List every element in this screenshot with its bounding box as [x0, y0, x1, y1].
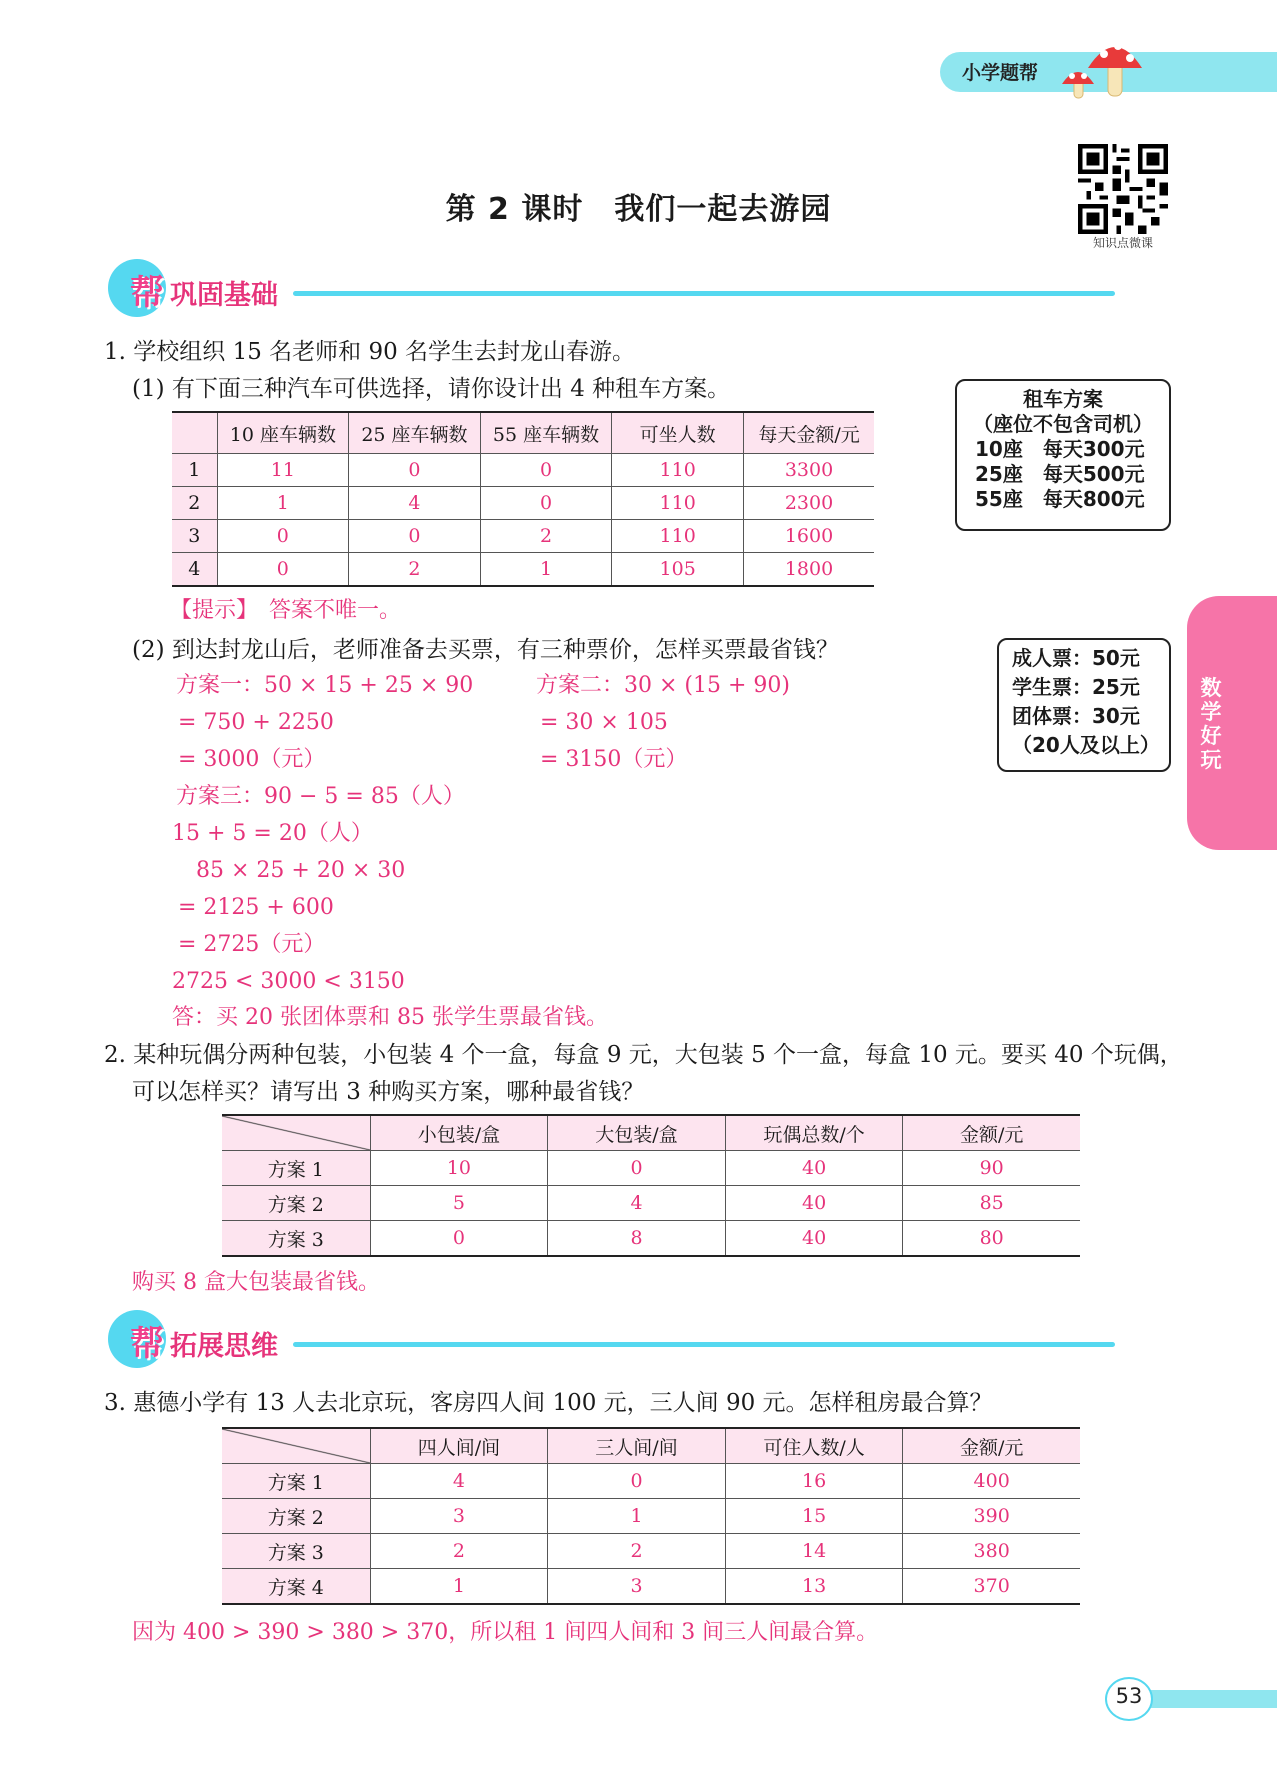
- row-index: 3: [172, 520, 217, 553]
- table-cell: 15: [725, 1499, 903, 1534]
- table-header-cell: 可住人数/人: [725, 1428, 903, 1464]
- table-cell: 1: [548, 1499, 726, 1534]
- table-cell: 40: [725, 1151, 903, 1186]
- table-cell: 3300: [744, 454, 874, 487]
- rent-box-title: 租车方案: [1023, 387, 1103, 411]
- page-title: 第 2 课时 我们一起去游园: [445, 192, 832, 227]
- table-cell: 2: [480, 520, 612, 553]
- q3-answer: 因为 400 > 390 > 380 > 370，所以租 1 间四人间和 3 间三人间最合算。: [132, 1620, 879, 1645]
- table-cell: 0: [217, 553, 349, 587]
- row-index: 2: [172, 487, 217, 520]
- table-header-cell: 大包装/盒: [548, 1115, 726, 1151]
- q1-part2: (2) 到达封龙山后，老师准备去买票，有三种票价，怎样买票最省钱？: [132, 637, 839, 663]
- rent-box-note: （座位不包含司机）: [973, 412, 1153, 436]
- row-label: 方案 3: [222, 1534, 370, 1569]
- section-title: 拓展思维: [170, 1331, 278, 1362]
- table-header-cell: 四人间/间: [370, 1428, 548, 1464]
- plan-b-line: = 30 × 105: [540, 710, 668, 735]
- table-cell: 0: [480, 487, 612, 520]
- q3-stem: 3. 惠德小学有 13 人去北京玩，客房四人间 100 元，三人间 90 元。怎样租房最合算？: [104, 1390, 993, 1416]
- table-cell: 0: [349, 520, 481, 553]
- table-cell: 0: [548, 1464, 726, 1499]
- table-cell: 90: [903, 1151, 1080, 1186]
- table-cell: 11: [217, 454, 349, 487]
- table-cell: 8: [548, 1221, 726, 1257]
- row-label: 方案 2: [222, 1186, 370, 1221]
- table-header-cell: 55 座车辆数: [480, 412, 612, 454]
- section-title: 巩固基础: [170, 280, 278, 311]
- q2-line1: 2. 某种玩偶分两种包装，小包装 4 个一盒，每盒 9 元，大包装 5 个一盒，每盒 10 元。要买 40 个玩偶，: [104, 1042, 1183, 1068]
- plan-c-line: 2725 < 3000 < 3150: [172, 969, 405, 994]
- table-cell: 10: [370, 1151, 548, 1186]
- row-label: 方案 4: [222, 1569, 370, 1605]
- ticket-box-line: 团体票：30元: [1012, 704, 1140, 728]
- row-label: 方案 1: [222, 1151, 370, 1186]
- ticket-box-line: （20人及以上）: [1012, 733, 1160, 757]
- table-cell: 110: [612, 454, 744, 487]
- table-row: [222, 1186, 1080, 1221]
- table-corner-cell: [222, 1428, 370, 1464]
- row-index: 1: [172, 454, 217, 487]
- rent-box-line: 25座 每天500元: [975, 462, 1145, 486]
- table-cell: 4: [370, 1464, 548, 1499]
- table-header-cell: 玩偶总数/个: [725, 1115, 903, 1151]
- q1-part1: (1) 有下面三种汽车可供选择，请你设计出 4 种租车方案。: [132, 376, 731, 402]
- plan-c-line: = 2125 + 600: [178, 895, 334, 920]
- q1-rent-table: [172, 411, 874, 587]
- table-row: [172, 553, 874, 587]
- table-cell: 40: [725, 1186, 903, 1221]
- section-divider: [293, 1342, 1115, 1347]
- table-cell: 2: [548, 1534, 726, 1569]
- table-cell: 1: [217, 487, 349, 520]
- table-cell: 13: [725, 1569, 903, 1605]
- side-tab-label: 数学好玩: [1200, 676, 1222, 772]
- table-cell: 3: [548, 1569, 726, 1605]
- table-row: [222, 1151, 1080, 1186]
- table-cell: 1: [370, 1569, 548, 1605]
- ticket-box-line: 学生票：25元: [1012, 675, 1140, 699]
- plan-c-line: 15 + 5 = 20（人）: [172, 821, 373, 846]
- table-cell: 1600: [744, 520, 874, 553]
- row-index: 4: [172, 553, 217, 587]
- table-row: [222, 1569, 1080, 1605]
- table-row: [222, 1464, 1080, 1499]
- table-header-row: [172, 412, 874, 454]
- table-cell: 0: [349, 454, 481, 487]
- section-heading-extend: [108, 1310, 1118, 1370]
- table-cell: 0: [480, 454, 612, 487]
- ticket-info-box: [997, 638, 1171, 772]
- table-cell: 14: [725, 1534, 903, 1569]
- table-header-cell: 可坐人数: [612, 412, 744, 454]
- section-divider: [293, 291, 1115, 296]
- row-label: 方案 3: [222, 1221, 370, 1257]
- rent-box-line: 10座 每天300元: [975, 437, 1145, 461]
- table-row: [222, 1221, 1080, 1257]
- rent-box-line: 55座 每天800元: [975, 487, 1145, 511]
- qr-code-icon: [1078, 144, 1168, 234]
- table-cell: 370: [903, 1569, 1080, 1605]
- header-label: 小学题帮: [962, 62, 1039, 84]
- table-cell: 4: [548, 1186, 726, 1221]
- table-cell: 80: [903, 1221, 1080, 1257]
- row-label: 方案 1: [222, 1464, 370, 1499]
- table-cell: 2: [349, 553, 481, 587]
- plan-a-line: 方案一：50 × 15 + 25 × 90: [176, 673, 474, 698]
- table-cell: 380: [903, 1534, 1080, 1569]
- table-cell: 0: [370, 1221, 548, 1257]
- q2-table: [222, 1114, 1080, 1257]
- qr-caption: 知识点微课: [1092, 236, 1153, 250]
- plan-a-line: = 3000（元）: [178, 747, 326, 772]
- section-heading-basic: [108, 259, 1118, 319]
- table-row: [172, 454, 874, 487]
- mushroom-icon: [1058, 32, 1148, 102]
- q2-answer: 购买 8 盒大包装最省钱。: [132, 1270, 380, 1295]
- table-cell: 0: [548, 1151, 726, 1186]
- plan-b-line: 方案二：30 × (15 + 90): [536, 673, 790, 698]
- table-header-cell: 金额/元: [903, 1115, 1080, 1151]
- table-cell: 0: [217, 520, 349, 553]
- table-cell: 2300: [744, 487, 874, 520]
- plan-a-line: = 750 + 2250: [178, 710, 334, 735]
- q1-hint: 【提示】 答案不唯一。: [170, 598, 402, 623]
- table-header-cell: 25 座车辆数: [349, 412, 481, 454]
- table-cell: 390: [903, 1499, 1080, 1534]
- table-header-cell: 10 座车辆数: [217, 412, 349, 454]
- section-badge-char: 帮: [130, 1324, 164, 1364]
- table-cell: 1800: [744, 553, 874, 587]
- table-cell: 40: [725, 1221, 903, 1257]
- section-badge-char: 帮: [130, 273, 164, 313]
- table-cell: 3: [370, 1499, 548, 1534]
- table-header-cell: 每天金额/元: [744, 412, 874, 454]
- table-cell: 110: [612, 487, 744, 520]
- table-cell: 1: [480, 553, 612, 587]
- table-header-row: [222, 1115, 1080, 1151]
- plan-c-line: 85 × 25 + 20 × 30: [196, 858, 406, 883]
- plan-b-line: = 3150（元）: [540, 747, 688, 772]
- plan-c-line: 方案三：90 − 5 = 85（人）: [176, 784, 465, 809]
- table-row: [222, 1499, 1080, 1534]
- ticket-box-line: 成人票：50元: [1012, 646, 1140, 670]
- table-corner-cell: [222, 1115, 370, 1151]
- table-row: [222, 1534, 1080, 1569]
- table-header-cell: 三人间/间: [548, 1428, 726, 1464]
- table-row: [172, 520, 874, 553]
- table-cell: 5: [370, 1186, 548, 1221]
- table-header-cell: [172, 412, 217, 454]
- table-cell: 400: [903, 1464, 1080, 1499]
- rent-info-box: [955, 379, 1171, 531]
- q3-table: [222, 1427, 1080, 1605]
- table-row: [172, 487, 874, 520]
- table-cell: 105: [612, 553, 744, 587]
- table-header-cell: 金额/元: [903, 1428, 1080, 1464]
- row-label: 方案 2: [222, 1499, 370, 1534]
- table-cell: 85: [903, 1186, 1080, 1221]
- page-number: 53: [1115, 1684, 1143, 1708]
- plan-c-line: = 2725（元）: [178, 932, 326, 957]
- table-cell: 16: [725, 1464, 903, 1499]
- table-cell: 110: [612, 520, 744, 553]
- table-header-row: [222, 1428, 1080, 1464]
- q1-stem: 1. 学校组织 15 名老师和 90 名学生去封龙山春游。: [104, 339, 636, 365]
- table-header-cell: 小包装/盒: [370, 1115, 548, 1151]
- q2-line2: 可以怎样买？请写出 3 种购买方案，哪种最省钱？: [132, 1079, 645, 1105]
- table-cell: 4: [349, 487, 481, 520]
- q1-answer: 答：买 20 张团体票和 85 张学生票最省钱。: [172, 1005, 608, 1030]
- table-cell: 2: [370, 1534, 548, 1569]
